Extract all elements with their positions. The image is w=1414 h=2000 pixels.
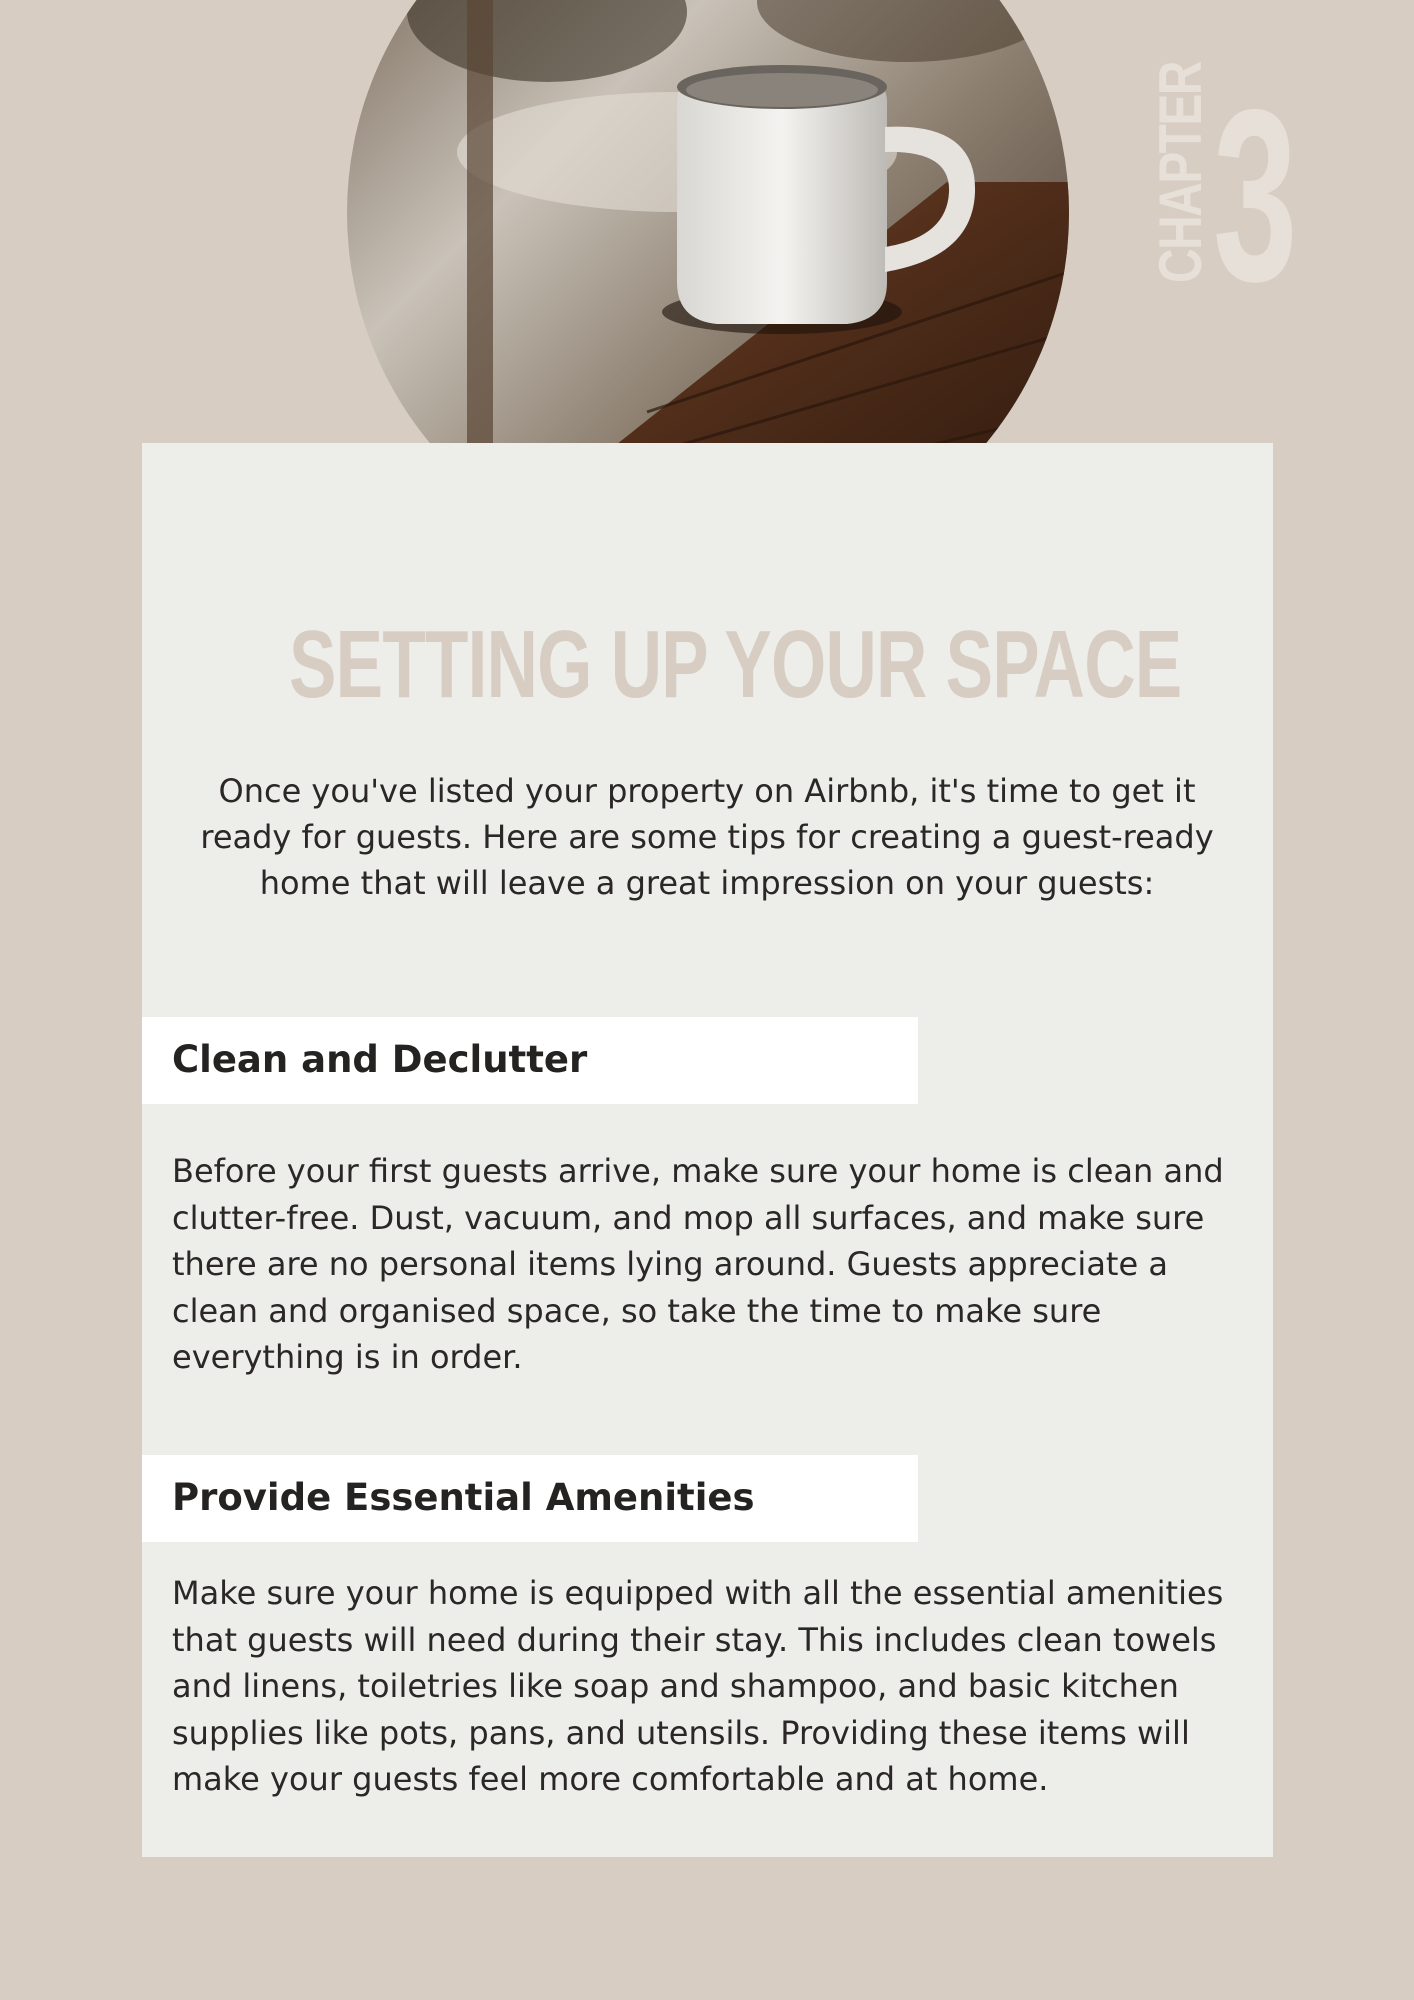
section-heading-bar — [142, 1455, 918, 1542]
page-title: SETTING UP YOUR SPACE — [289, 611, 1182, 718]
section-heading: Clean and Declutter — [172, 1038, 588, 1081]
section-body: Make sure your home is equipped with all the essential amenities that guests will need during their stay. This includes clean towels and linens, toiletries like soap and shampoo, and basic kitchen supplies like pots, pans, and utensils. Providing these items will make your guests feel more comfortable and at home. — [172, 1574, 1224, 1798]
section-body: Before your first guests arrive, make sure your home is clean and clutter-free. Dust, vacuum, and mop all surfaces, and make sure there are no personal items lying around. Guests appreciate a clean and organised space, so take the time to make sure everything is in order. — [172, 1152, 1224, 1376]
chapter-label: CHAPTER — [1147, 62, 1214, 283]
chapter-marker — [1143, 58, 1323, 332]
chapter-number: 3 — [1213, 58, 1298, 332]
intro-paragraph: Once you've listed your property on Airbnb, it's time to get it ready for guests. Here are some tips for creating a guest-ready home that will leave a great impression on your guests: — [200, 772, 1214, 902]
section-heading: Provide Essential Amenities — [172, 1476, 755, 1519]
section-heading-bar — [142, 1017, 918, 1104]
